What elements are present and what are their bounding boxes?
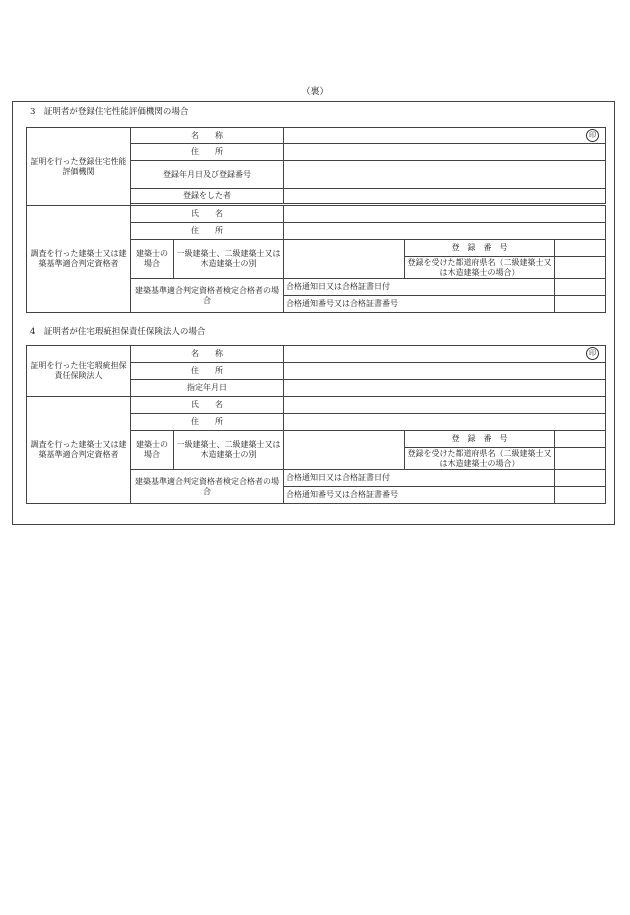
- s4-org-header: 証明を行った住宅瑕疵担保責任保険法人: [27, 346, 131, 397]
- s3-pass-date-label: 合格通知日又は合格証書日付: [284, 279, 555, 296]
- seal-mark-icon: 印: [586, 347, 599, 360]
- s4-inspector-header: 調査を行った建築士又は建築基準適合判定資格者: [27, 397, 131, 504]
- s3-pass-number-label: 合格通知番号又は合格証書番号: [284, 296, 555, 313]
- s3-pref-field[interactable]: [555, 257, 606, 279]
- s4-pass-number-label: 合格通知番号又は合格証書番号: [284, 487, 555, 504]
- s4-pref-field[interactable]: [555, 448, 606, 470]
- s3-registrant-field[interactable]: [284, 189, 606, 204]
- s4-reg-number-label: 登 録 番 号: [405, 431, 555, 448]
- s3-pass-number-field[interactable]: [555, 296, 606, 313]
- s3-reg-date-label: 登録年月日及び登録番号: [131, 161, 284, 189]
- s3-pass-date-field[interactable]: [555, 279, 606, 296]
- s3-name-label: 名 称: [131, 128, 284, 144]
- s4-name-label: 名 称: [131, 346, 284, 363]
- s3-inspector-name-label: 氏 名: [131, 206, 284, 223]
- s3-registrant-label: 登録をした者: [131, 189, 284, 204]
- s3-address-label: 住 所: [131, 144, 284, 161]
- s4-inspector-address-label: 住 所: [131, 414, 284, 431]
- s4-architect-case-label: 建築士の場合: [131, 431, 174, 470]
- s3-kijun-case-label: 建築基準適合判定資格者検定合格者の場合: [131, 279, 284, 313]
- s4-inspector-address-field[interactable]: [284, 414, 606, 431]
- s3-inspector-name-field[interactable]: [284, 206, 606, 223]
- s4-pass-date-label: 合格通知日又は合格証書日付: [284, 470, 555, 487]
- s4-pass-date-field[interactable]: [555, 470, 606, 487]
- section3-table: [26, 127, 606, 313]
- section3-title: 3 証明者が登録住宅性能評価機関の場合: [30, 107, 189, 117]
- section4-title: 4 証明者が住宅瑕疵担保責任保険法人の場合: [30, 327, 206, 337]
- s4-inspector-name-label: 氏 名: [131, 397, 284, 414]
- s3-pref-label: 登録を受けた都道府県名（二級建築士又は木造建築士の場合）: [405, 257, 555, 279]
- s4-architect-class-label: 一級建築士、二級建築士又は木造建築士の別: [174, 431, 284, 470]
- s4-address-label: 住 所: [131, 363, 284, 380]
- s3-inspector-address-field[interactable]: [284, 223, 606, 240]
- page-side-label: （裏）: [301, 87, 329, 97]
- s3-name-field[interactable]: [284, 128, 606, 144]
- s4-address-field[interactable]: [284, 363, 606, 380]
- s3-address-field[interactable]: [284, 144, 606, 161]
- section4-table: [26, 345, 606, 504]
- seal-mark-icon: 印: [586, 129, 599, 142]
- s4-designation-date-field[interactable]: [284, 380, 606, 397]
- s3-architect-class-field[interactable]: [284, 240, 405, 279]
- s3-architect-class-label: 一級建築士、二級建築士又は木造建築士の別: [174, 240, 284, 279]
- s3-inspector-address-label: 住 所: [131, 223, 284, 240]
- s3-reg-date-field[interactable]: [284, 161, 606, 189]
- s4-pref-label: 登録を受けた都道府県名（二級建築士又は木造建築士の場合）: [405, 448, 555, 470]
- s4-reg-number-field[interactable]: [555, 431, 606, 448]
- s4-designation-date-label: 指定年月日: [131, 380, 284, 397]
- s4-name-field[interactable]: [284, 346, 606, 363]
- s4-architect-class-field[interactable]: [284, 431, 405, 470]
- s4-pass-number-field[interactable]: [555, 487, 606, 504]
- s3-org-header: 証明を行った登録住宅性能評価機関: [27, 128, 131, 206]
- s3-reg-number-field[interactable]: [555, 240, 606, 257]
- s3-reg-number-label: 登 録 番 号: [405, 240, 555, 257]
- s3-inspector-header: 調査を行った建築士又は建築基準適合判定資格者: [27, 206, 131, 313]
- s4-inspector-name-field[interactable]: [284, 397, 606, 414]
- s3-architect-case-label: 建築士の場合: [131, 240, 174, 279]
- s4-kijun-case-label: 建築基準適合判定資格者検定合格者の場合: [131, 470, 284, 504]
